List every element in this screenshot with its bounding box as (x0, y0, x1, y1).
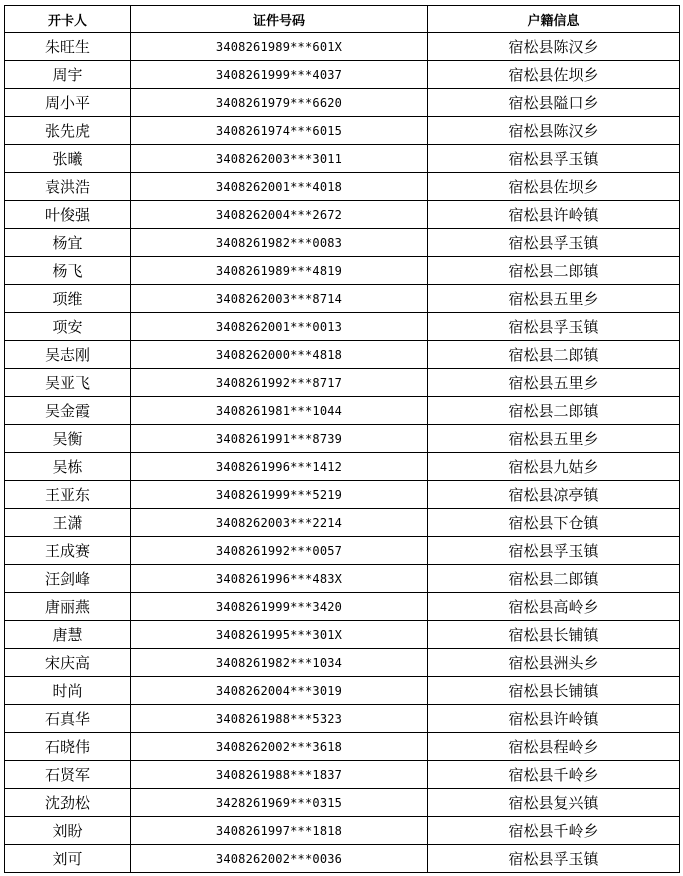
table-row (5, 341, 680, 369)
cell-household: 宿松县程岭乡 (428, 733, 680, 761)
cell-cardholder: 周小平 (5, 89, 131, 117)
table-row (5, 369, 680, 397)
cell-cardholder: 杨飞 (5, 257, 131, 285)
cell-id-number: 3408261982***0083 (131, 229, 428, 257)
cell-cardholder: 王潇 (5, 509, 131, 537)
cell-household: 宿松县孚玉镇 (428, 229, 680, 257)
cell-cardholder: 刘盼 (5, 817, 131, 845)
table-row (5, 593, 680, 621)
cell-id-number: 3408261979***6620 (131, 89, 428, 117)
cell-household: 宿松县许岭镇 (428, 201, 680, 229)
cell-household: 宿松县洲头乡 (428, 649, 680, 677)
cell-household: 宿松县五里乡 (428, 425, 680, 453)
table-row (5, 397, 680, 425)
table-row (5, 201, 680, 229)
cell-household: 宿松县隘口乡 (428, 89, 680, 117)
table-row (5, 845, 680, 873)
table-row (5, 677, 680, 705)
cell-id-number: 3408261996***483X (131, 565, 428, 593)
table-row (5, 733, 680, 761)
table-row (5, 649, 680, 677)
table-row (5, 285, 680, 313)
cell-household: 宿松县下仓镇 (428, 509, 680, 537)
table-row (5, 229, 680, 257)
table-row (5, 537, 680, 565)
cell-household: 宿松县孚玉镇 (428, 845, 680, 873)
cell-id-number: 3408261992***0057 (131, 537, 428, 565)
cell-household: 宿松县五里乡 (428, 285, 680, 313)
cell-cardholder: 朱旺生 (5, 33, 131, 61)
cell-household: 宿松县千岭乡 (428, 761, 680, 789)
cell-id-number: 3408261999***4037 (131, 61, 428, 89)
cell-cardholder: 宋庆高 (5, 649, 131, 677)
cell-household: 宿松县孚玉镇 (428, 313, 680, 341)
cell-cardholder: 吴金霞 (5, 397, 131, 425)
header-id-number: 证件号码 (131, 6, 428, 33)
cell-household: 宿松县陈汉乡 (428, 33, 680, 61)
table-row (5, 817, 680, 845)
cell-id-number: 3408262001***0013 (131, 313, 428, 341)
cell-household: 宿松县二郎镇 (428, 397, 680, 425)
cell-id-number: 3408261988***1837 (131, 761, 428, 789)
table-row (5, 117, 680, 145)
cell-id-number: 3408261999***5219 (131, 481, 428, 509)
cell-cardholder: 张曦 (5, 145, 131, 173)
table-body (5, 33, 680, 873)
cell-id-number: 3408262002***3618 (131, 733, 428, 761)
cell-cardholder: 杨宜 (5, 229, 131, 257)
cell-id-number: 3408261996***1412 (131, 453, 428, 481)
cell-household: 宿松县凉亭镇 (428, 481, 680, 509)
table-row (5, 173, 680, 201)
cell-id-number: 3408261992***8717 (131, 369, 428, 397)
table-row (5, 621, 680, 649)
cell-cardholder: 石贤军 (5, 761, 131, 789)
cell-household: 宿松县复兴镇 (428, 789, 680, 817)
cell-id-number: 3408261982***1034 (131, 649, 428, 677)
table-header (5, 6, 680, 33)
cell-household: 宿松县孚玉镇 (428, 537, 680, 565)
cell-id-number: 3408261997***1818 (131, 817, 428, 845)
cell-id-number: 3408262003***2214 (131, 509, 428, 537)
table-row (5, 705, 680, 733)
header-cardholder: 开卡人 (5, 6, 131, 33)
table-row (5, 761, 680, 789)
table-row (5, 313, 680, 341)
cell-household: 宿松县孚玉镇 (428, 145, 680, 173)
cell-household: 宿松县二郎镇 (428, 257, 680, 285)
cell-cardholder: 石真华 (5, 705, 131, 733)
cell-cardholder: 唐慧 (5, 621, 131, 649)
cell-id-number: 3408261981***1044 (131, 397, 428, 425)
header-household-info: 户籍信息 (428, 6, 680, 33)
cell-id-number: 3408261995***301X (131, 621, 428, 649)
cell-household: 宿松县高岭乡 (428, 593, 680, 621)
cell-cardholder: 时尚 (5, 677, 131, 705)
cell-cardholder: 吴亚飞 (5, 369, 131, 397)
cell-household: 宿松县九姑乡 (428, 453, 680, 481)
cell-id-number: 3408261974***6015 (131, 117, 428, 145)
table-row (5, 257, 680, 285)
cell-cardholder: 刘可 (5, 845, 131, 873)
cell-cardholder: 吴志刚 (5, 341, 131, 369)
table-row (5, 425, 680, 453)
cell-id-number: 3408261989***4819 (131, 257, 428, 285)
cell-id-number: 3408261989***601X (131, 33, 428, 61)
cell-cardholder: 周宇 (5, 61, 131, 89)
cell-id-number: 3428261969***0315 (131, 789, 428, 817)
cell-household: 宿松县陈汉乡 (428, 117, 680, 145)
cell-id-number: 3408262000***4818 (131, 341, 428, 369)
cell-id-number: 3408262001***4018 (131, 173, 428, 201)
cell-household: 宿松县二郎镇 (428, 565, 680, 593)
table-row (5, 33, 680, 61)
cell-id-number: 3408262003***8714 (131, 285, 428, 313)
cell-cardholder: 汪剑峰 (5, 565, 131, 593)
cell-household: 宿松县许岭镇 (428, 705, 680, 733)
table-row (5, 789, 680, 817)
cell-cardholder: 吴衡 (5, 425, 131, 453)
cardholder-table (4, 5, 680, 873)
table-row (5, 509, 680, 537)
cell-household: 宿松县五里乡 (428, 369, 680, 397)
cell-cardholder: 叶俊强 (5, 201, 131, 229)
cell-id-number: 3408262003***3011 (131, 145, 428, 173)
cell-cardholder: 沈劲松 (5, 789, 131, 817)
cell-cardholder: 吴栋 (5, 453, 131, 481)
cell-household: 宿松县长铺镇 (428, 677, 680, 705)
table-row (5, 89, 680, 117)
header-row (5, 6, 680, 33)
table-row (5, 61, 680, 89)
table-row (5, 453, 680, 481)
cell-household: 宿松县佐坝乡 (428, 173, 680, 201)
cell-cardholder: 张先虎 (5, 117, 131, 145)
cell-household: 宿松县佐坝乡 (428, 61, 680, 89)
cell-id-number: 3408261988***5323 (131, 705, 428, 733)
cell-cardholder: 袁洪浩 (5, 173, 131, 201)
cell-id-number: 3408262004***2672 (131, 201, 428, 229)
cell-cardholder: 项安 (5, 313, 131, 341)
cell-cardholder: 唐丽燕 (5, 593, 131, 621)
cell-cardholder: 王亚东 (5, 481, 131, 509)
cell-cardholder: 石晓伟 (5, 733, 131, 761)
cell-household: 宿松县长铺镇 (428, 621, 680, 649)
cell-id-number: 3408261991***8739 (131, 425, 428, 453)
table-row (5, 145, 680, 173)
cell-id-number: 3408261999***3420 (131, 593, 428, 621)
cell-household: 宿松县千岭乡 (428, 817, 680, 845)
cell-household: 宿松县二郎镇 (428, 341, 680, 369)
cell-cardholder: 王成赛 (5, 537, 131, 565)
cell-cardholder: 项维 (5, 285, 131, 313)
table-row (5, 565, 680, 593)
cell-id-number: 3408262004***3019 (131, 677, 428, 705)
table-row (5, 481, 680, 509)
cell-id-number: 3408262002***0036 (131, 845, 428, 873)
